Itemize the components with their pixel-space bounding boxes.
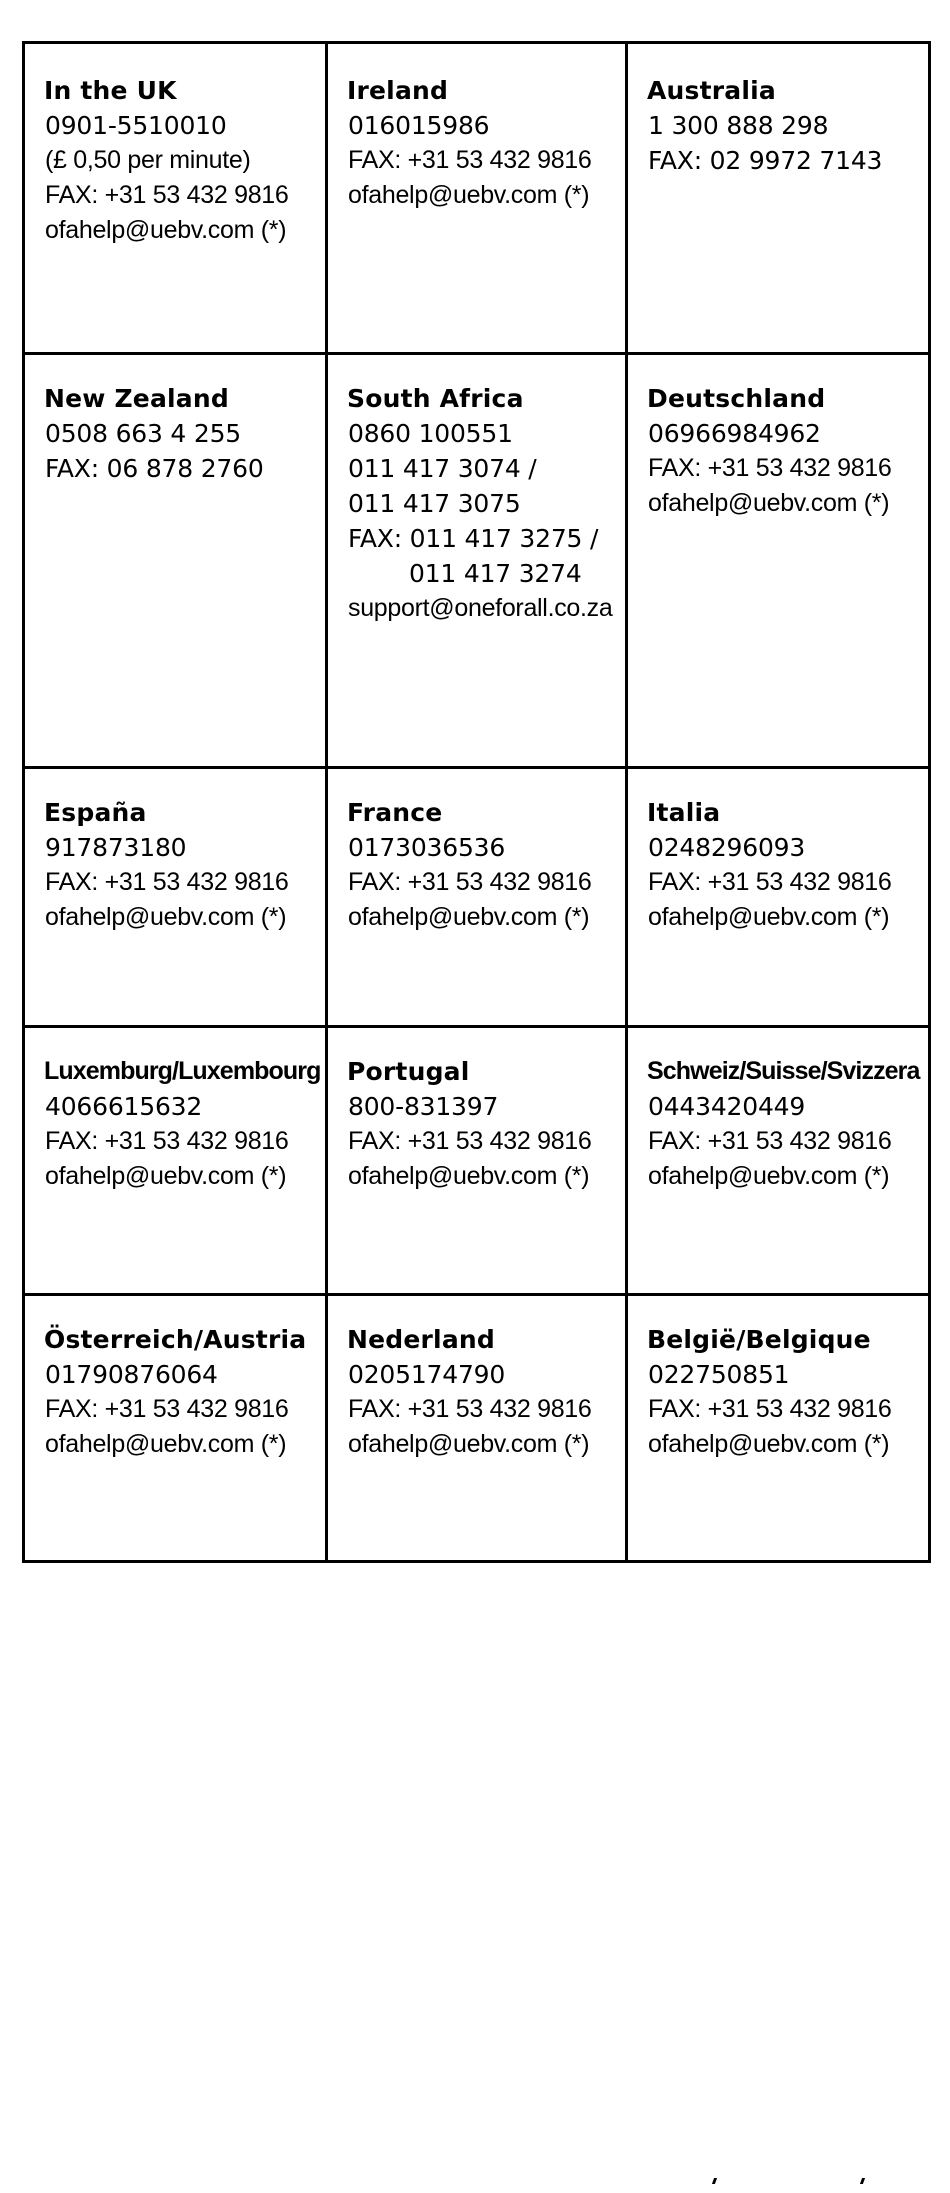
region-name: Luxemburg/Luxembourg <box>44 1057 321 1085</box>
contact-cell-belgium <box>627 1295 930 1562</box>
email-address[interactable]: ofahelp@uebv.com (*) <box>648 1162 890 1190</box>
fax-number: FAX: +31 53 432 9816 <box>348 1395 592 1423</box>
region-name: Österreich/Austria <box>44 1325 307 1354</box>
phone-number: 0901-5510010 <box>45 111 227 140</box>
contact-table <box>22 41 931 1563</box>
fax-number: FAX: +31 53 432 9816 <box>348 146 592 174</box>
fax-number: FAX: +31 53 432 9816 <box>648 454 892 482</box>
region-name: España <box>44 798 147 827</box>
phone-number: 06966984962 <box>648 419 821 448</box>
fax-number: FAX: 02 9972 7143 <box>648 146 883 175</box>
email-address[interactable]: support@oneforall.co.za <box>348 594 613 622</box>
fax-number: FAX: +31 53 432 9816 <box>348 1127 592 1155</box>
email-address[interactable]: ofahelp@uebv.com (*) <box>45 216 287 244</box>
region-name: Italia <box>647 798 721 827</box>
region-name: Nederland <box>347 1325 495 1354</box>
contact-cell-nederland <box>327 1295 627 1562</box>
fax-number: FAX: +31 53 432 9816 <box>648 1395 892 1423</box>
crop-mark <box>712 2178 717 2184</box>
contact-cell-france <box>327 768 627 1027</box>
rate-note: (£ 0,50 per minute) <box>45 146 251 174</box>
phone-number: 4066615632 <box>45 1092 203 1121</box>
fax-number: FAX: 011 417 3275 / <box>348 524 599 553</box>
phone-number: 0173036536 <box>348 833 506 862</box>
crop-mark <box>860 2178 865 2184</box>
email-address[interactable]: ofahelp@uebv.com (*) <box>648 1430 890 1458</box>
email-address[interactable]: ofahelp@uebv.com (*) <box>648 903 890 931</box>
table-row <box>24 1027 930 1295</box>
phone-number: 0248296093 <box>648 833 806 862</box>
contact-cell-italia <box>627 768 930 1027</box>
fax-number: FAX: +31 53 432 9816 <box>45 868 289 896</box>
phone-number: 022750851 <box>648 1360 790 1389</box>
phone-number: 1 300 888 298 <box>648 111 829 140</box>
email-address[interactable]: ofahelp@uebv.com (*) <box>45 1162 287 1190</box>
phone-number: 0443420449 <box>648 1092 806 1121</box>
contact-cell-australia <box>627 43 930 354</box>
contact-cell-austria <box>24 1295 327 1562</box>
email-address[interactable]: ofahelp@uebv.com (*) <box>45 1430 287 1458</box>
email-address[interactable]: ofahelp@uebv.com (*) <box>348 181 590 209</box>
region-name: Ireland <box>347 76 449 105</box>
fax-number: FAX: 06 878 2760 <box>45 454 264 483</box>
fax-number: FAX: +31 53 432 9816 <box>648 1127 892 1155</box>
phone-number: 0508 663 4 255 <box>45 419 242 448</box>
contact-cell-switzerland <box>627 1027 930 1295</box>
contact-cell-new-zealand <box>24 354 327 768</box>
region-name: Portugal <box>347 1057 470 1086</box>
contact-cell-deutschland <box>627 354 930 768</box>
region-name: Deutschland <box>647 384 826 413</box>
phone-number: 011 417 3075 <box>348 489 521 518</box>
region-name: South Africa <box>347 384 524 413</box>
contact-cell-south-africa <box>327 354 627 768</box>
email-address[interactable]: ofahelp@uebv.com (*) <box>648 489 890 517</box>
contact-cell-luxembourg <box>24 1027 327 1295</box>
table-row <box>24 354 930 768</box>
phone-number: 800-831397 <box>348 1092 499 1121</box>
phone-number: 01790876064 <box>45 1360 218 1389</box>
phone-number: 016015986 <box>348 111 490 140</box>
fax-number: FAX: +31 53 432 9816 <box>348 868 592 896</box>
contact-cell-portugal <box>327 1027 627 1295</box>
email-address[interactable]: ofahelp@uebv.com (*) <box>348 903 590 931</box>
fax-number: FAX: +31 53 432 9816 <box>45 1395 289 1423</box>
table-row <box>24 768 930 1027</box>
fax-number: FAX: +31 53 432 9816 <box>648 868 892 896</box>
fax-number: 011 417 3274 <box>409 559 582 588</box>
region-name: Australia <box>647 76 776 105</box>
contact-cell-uk <box>24 43 327 354</box>
email-address[interactable]: ofahelp@uebv.com (*) <box>45 903 287 931</box>
region-name: New Zealand <box>44 384 229 413</box>
region-name: In the UK <box>44 76 177 105</box>
fax-number: FAX: +31 53 432 9816 <box>45 181 289 209</box>
contact-cell-espana <box>24 768 327 1027</box>
table-row <box>24 1295 930 1562</box>
region-name: France <box>347 798 443 827</box>
phone-number: 917873180 <box>45 833 187 862</box>
fax-number: FAX: +31 53 432 9816 <box>45 1127 289 1155</box>
phone-number: 011 417 3074 / <box>348 454 537 483</box>
phone-number: 0860 100551 <box>348 419 513 448</box>
region-name: België/Belgique <box>647 1325 871 1354</box>
email-address[interactable]: ofahelp@uebv.com (*) <box>348 1162 590 1190</box>
region-name: Schweiz/Suisse/Svizzera <box>647 1057 920 1085</box>
phone-number: 0205174790 <box>348 1360 506 1389</box>
table-row <box>24 43 930 354</box>
contact-cell-ireland <box>327 43 627 354</box>
email-address[interactable]: ofahelp@uebv.com (*) <box>348 1430 590 1458</box>
